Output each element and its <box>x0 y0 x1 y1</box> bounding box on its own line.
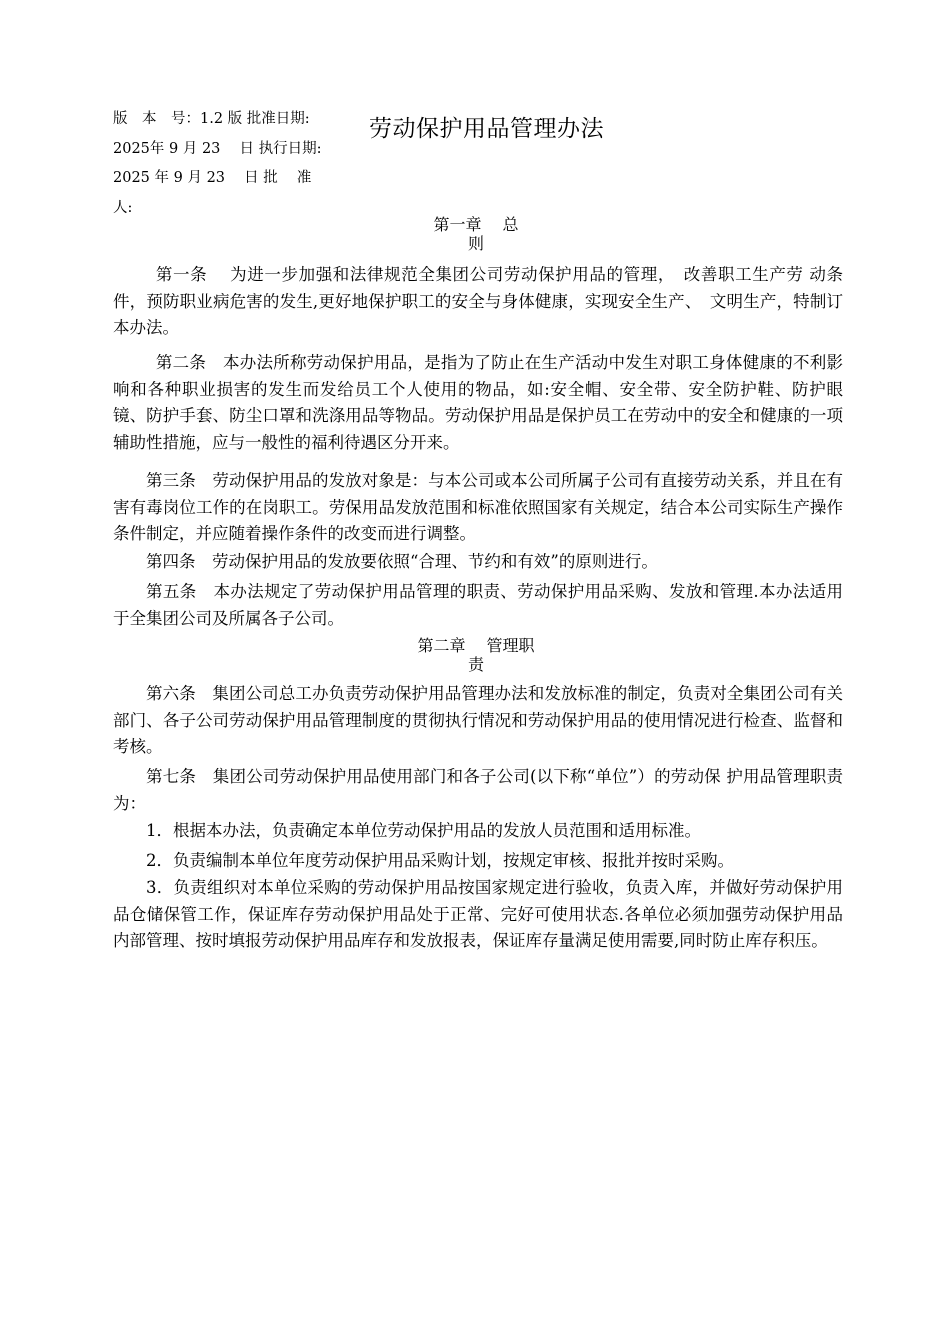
chapter-heading-1 <box>113 215 839 253</box>
article-paragraph: 第六条 集团公司总工办负责劳动保护用品管理办法和发放标准的制定，负责对全集团公司有关部门、各子公司劳动保护用品管理制度的贯彻执行情况和劳动保护用品的使用情况进行检查、监督和考核。 <box>113 684 843 756</box>
article-paragraph: 第四条 劳动保护用品的发放要依照“合理、节约和有效”的原则进行。 <box>146 552 658 571</box>
list-item: 1．根据本办法，负责确定本单位劳动保护用品的发放人员范围和适用标准。 <box>146 821 701 840</box>
article-paragraph: 第二条 本办法所称劳动保护用品，是指为了防止在生产活动中发生对职工身体健康的不利影响和各种职业损害的发生而发给员工个人使用的物品，如:安全帽、安全带、安全防护鞋、防护眼镜、防护手套、防尘口罩和洗涤用品等物品。劳动保护用品是保护员工在劳动中的安全和健康的一项辅助性措施，应与一般性的福利待遇区分开来。 <box>113 353 843 452</box>
chapter-heading-line: 第一章 总 <box>433 215 519 234</box>
chapter-heading-2 <box>113 636 839 674</box>
metadata-line: 2025年 9 月 23 日 执行日期: <box>113 140 322 157</box>
list-item: 2．负责编制本单位年度劳动保护用品采购计划，按规定审核、报批并按时采购。 <box>146 851 734 870</box>
article-paragraph: 第三条 劳动保护用品的发放对象是：与本公司或本公司所属子公司有直接劳动关系，并且在有害有毒岗位工作的在岗职工。劳保用品发放范围和标准依照国家有关规定，结合本公司实际生产操作条件制定，并应随着操作条件的改变而进行调整。 <box>113 471 843 543</box>
metadata-line: 2025 年 9 月 23 日 批 准 <box>113 170 312 186</box>
document-metadata <box>113 105 358 223</box>
metadata-line: 版 本 号：1.2 版 批准日期: <box>113 111 310 127</box>
article-paragraph: 第五条 本办法规定了劳动保护用品管理的职责、劳动保护用品采购、发放和管理.本办法适用于全集团公司及所属各子公司。 <box>113 582 843 628</box>
chapter-heading-line: 第二章 管理职 <box>417 636 535 655</box>
article-paragraph: 第七条 集团公司劳动保护用品使用部门和各子公司(以下称“单位”）的劳动保 护用品管理职责为： <box>113 767 843 813</box>
chapter-heading-line: 则 <box>467 234 484 253</box>
metadata-line: 人: <box>113 199 133 216</box>
article-paragraph: 第一条 为进一步加强和法律规范全集团公司劳动保护用品的管理， 改善职工生产劳 动条件，预防职业病危害的发生,更好地保护职工的安全与身体健康，实现安全生产、 文明生产，特制订本办法。 <box>113 265 843 337</box>
list-item: 3．负责组织对本单位采购的劳动保护用品按国家规定进行验收，负责入库，并做好劳动保护用品仓储保管工作，保证库存劳动保护用品处于正常、完好可使用状态.各单位必须加强劳动保护用品内部管理、按时填报劳动保护用品库存和发放报表，保证库存量满足使用需要,同时防止库存积压。 <box>113 878 843 950</box>
chapter-heading-line: 责 <box>467 655 484 674</box>
document-title: 劳动保护用品管理办法 <box>369 116 604 142</box>
